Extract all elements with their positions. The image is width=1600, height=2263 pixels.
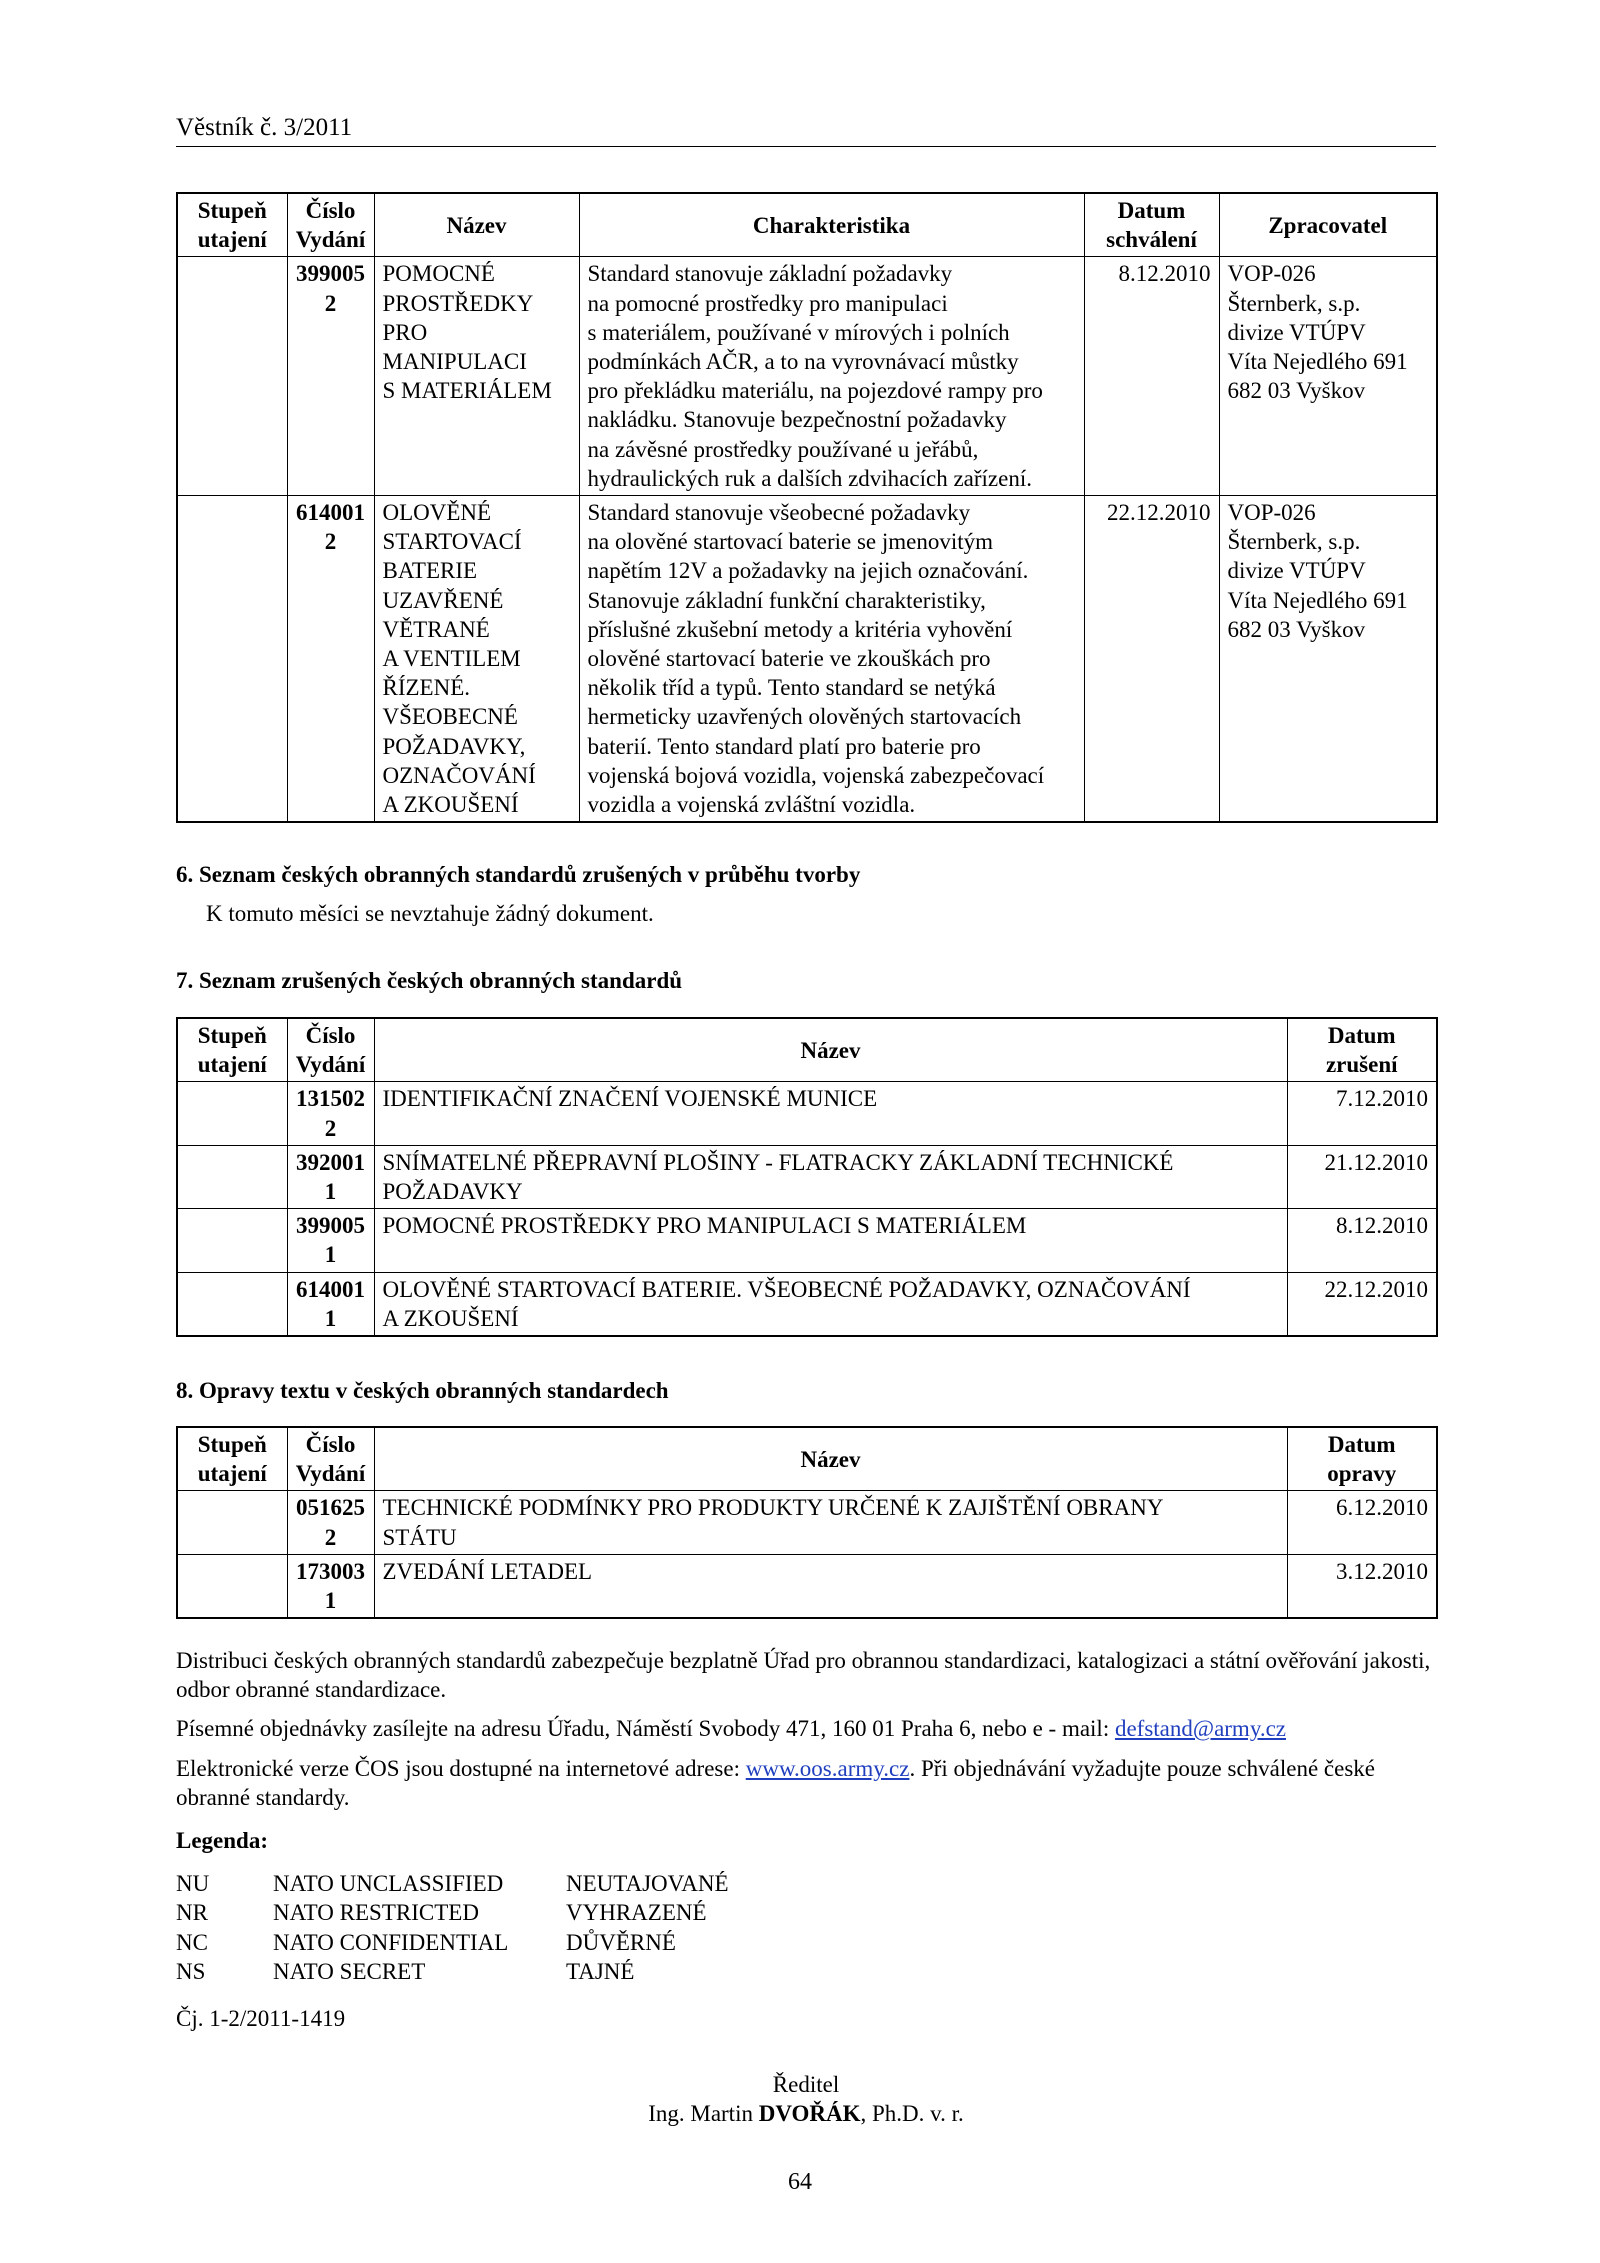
legend-cz: NEUTAJOVANÉ xyxy=(566,1871,729,1897)
column-header: Číslo Vydání xyxy=(287,1018,374,1082)
cell-cislo: 392001 1 xyxy=(287,1145,374,1208)
cell-datum: 7.12.2010 xyxy=(1287,1082,1437,1145)
column-header: Stupeň utajení xyxy=(177,193,287,257)
legend-code: NC xyxy=(176,1929,208,1955)
column-header: Datum schválení xyxy=(1084,193,1219,257)
electronic-paragraph xyxy=(176,1754,1436,1812)
table-row xyxy=(177,1209,1437,1272)
cell-cislo: 051625 2 xyxy=(287,1491,374,1554)
section-8-heading: 8. Opravy textu v českých obranných standardech xyxy=(176,1378,669,1403)
electronic-text-suffix: . Při objednávání vyžadujte pouze schválené české obranné standardy. xyxy=(176,1755,1376,1810)
section-6-text: K tomuto měsíci se nevztahuje žádný dokument. xyxy=(206,901,654,927)
cell-cislo: 614001 2 xyxy=(287,496,374,823)
website-link[interactable]: www.oos.army.cz xyxy=(745,1755,910,1781)
legend-row xyxy=(176,1957,1436,1986)
legend-cz: DŮVĚRNÉ xyxy=(566,1929,676,1955)
legend-code: NU xyxy=(176,1871,210,1897)
cell-stupen xyxy=(177,1272,287,1336)
column-header: Charakteristika xyxy=(579,193,1084,257)
table-header-row xyxy=(177,193,1437,257)
legend xyxy=(176,1869,1436,1986)
signature-name: Ing. Martin DVOŘÁK, Ph.D. v. r. xyxy=(648,2101,964,2127)
column-header: Číslo Vydání xyxy=(287,193,374,257)
cell-stupen xyxy=(177,1554,287,1618)
cell-nazev: IDENTIFIKAČNÍ ZNAČENÍ VOJENSKÉ MUNICE xyxy=(374,1082,1287,1145)
cell-nazev: OLOVĚNÉ STARTOVACÍ BATERIE. VŠEOBECNÉ POŽADAVKY, OZNAČOVÁNÍ A ZKOUŠENÍ xyxy=(374,1272,1287,1336)
distribution-info xyxy=(176,1646,1436,2043)
cell-cislo: 614001 1 xyxy=(287,1272,374,1336)
cancelled-standards-table xyxy=(176,1017,1436,1337)
legend-row xyxy=(176,1869,1436,1898)
cell-datum: 8.12.2010 xyxy=(1084,257,1219,496)
table-row xyxy=(177,1554,1437,1618)
section-6 xyxy=(176,860,1436,928)
email-link[interactable]: defstand@army.cz xyxy=(1114,1716,1286,1742)
column-header: Stupeň utajení xyxy=(177,1427,287,1491)
column-header: Číslo Vydání xyxy=(287,1427,374,1491)
signature-block xyxy=(176,2070,1436,2128)
cell-nazev: ZVEDÁNÍ LETADEL xyxy=(374,1554,1287,1618)
legend-row xyxy=(176,1928,1436,1957)
legend-code: NS xyxy=(176,1958,206,1984)
column-header: Datum opravy xyxy=(1287,1427,1437,1491)
table-row xyxy=(177,257,1437,496)
legend-nato: NATO SECRET xyxy=(273,1958,426,1984)
legend-cz: VYHRAZENÉ xyxy=(566,1900,707,1926)
cell-nazev: TECHNICKÉ PODMÍNKY PRO PRODUKTY URČENÉ K ZAJIŠTĚNÍ OBRANY STÁTU xyxy=(374,1491,1287,1554)
cell-charakteristika: Standard stanovuje základní požadavky na pomocné prostředky pro manipulaci s materiálem, používané v mírových i polních podmínkách AČR, a to na vyrovnávací můstky pro překládku materiálu, na pojezdové rampy pro nakládku. Stanovuje bezpečnostní požadavky na závěsné prostředky používané u jeřábů, hydraulických ruk a dalších zdvihacích zařízení. xyxy=(579,257,1084,496)
cell-cislo: 399005 1 xyxy=(287,1209,374,1272)
legend-nato: NATO RESTRICTED xyxy=(273,1900,479,1926)
legend-code: NR xyxy=(176,1900,208,1926)
cell-datum: 6.12.2010 xyxy=(1287,1491,1437,1554)
table-row xyxy=(177,1145,1437,1208)
table-row xyxy=(177,496,1437,823)
column-header: Stupeň utajení xyxy=(177,1018,287,1082)
cell-nazev: POMOCNÉ PROSTŘEDKY PRO MANIPULACI S MATERIÁLEM xyxy=(374,1209,1287,1272)
cell-stupen xyxy=(177,1082,287,1145)
cell-cislo: 399005 2 xyxy=(287,257,374,496)
legend-title: Legenda: xyxy=(176,1828,268,1854)
electronic-text: Elektronické verze ČOS jsou dostupné na internetové adrese: xyxy=(176,1755,746,1781)
legend-nato: NATO UNCLASSIFIED xyxy=(273,1871,504,1897)
table-header-row xyxy=(177,1018,1437,1082)
cell-datum: 8.12.2010 xyxy=(1287,1209,1437,1272)
cell-cislo: 131502 2 xyxy=(287,1082,374,1145)
column-header: Název xyxy=(374,1427,1287,1491)
cell-stupen xyxy=(177,1209,287,1272)
column-header: Zpracovatel xyxy=(1219,193,1437,257)
cell-zpracovatel: VOP-026 Šternberk, s.p. divize VTÚPV Víta Nejedlého 691 682 03 Vyškov xyxy=(1219,496,1437,823)
cell-charakteristika: Standard stanovuje všeobecné požadavky na olověné startovací baterie se jmenovitým napětím 12V a požadavky na jejich označování. Stanovuje základní funkční charakteristiky, příslušné zkušební metody a kritéria vyhovění olověné startovací baterie ve zkouškách pro několik tříd a typů. Tento standard se netýká hermeticky uzavřených olověných startovacích baterií. Tento standard platí pro baterie pro vojenská bojová vozidla, vojenská zabezpečovací vozidla a vojenská zvláštní vozidla. xyxy=(579,496,1084,823)
orders-text: Písemné objednávky zasílejte na adresu Úřadu, Náměstí Svobody 471, 160 01 Praha 6, nebo e - mail: xyxy=(176,1716,1115,1742)
corrections-table xyxy=(176,1426,1436,1619)
cell-datum: 21.12.2010 xyxy=(1287,1145,1437,1208)
table-row xyxy=(177,1272,1437,1336)
cell-stupen xyxy=(177,257,287,496)
column-header: Název xyxy=(374,193,579,257)
orders-paragraph xyxy=(176,1714,1436,1743)
section-7-heading: 7. Seznam zrušených českých obranných standardů xyxy=(176,968,683,993)
cell-nazev: OLOVĚNÉ STARTOVACÍ BATERIE UZAVŘENÉ VĚTRANÉ A VENTILEM ŘÍZENÉ. VŠEOBECNÉ POŽADAVKY, OZNAČOVÁNÍ A ZKOUŠENÍ xyxy=(374,496,579,823)
table-row xyxy=(177,1082,1437,1145)
legend-row xyxy=(176,1898,1436,1927)
section-7 xyxy=(176,966,1436,995)
cell-datum: 22.12.2010 xyxy=(1084,496,1219,823)
standards-table xyxy=(176,192,1436,823)
cell-cislo: 173003 1 xyxy=(287,1554,374,1618)
column-header: Datum zrušení xyxy=(1287,1018,1437,1082)
cell-zpracovatel: VOP-026 Šternberk, s.p. divize VTÚPV Víta Nejedlého 691 682 03 Vyškov xyxy=(1219,257,1437,496)
column-header: Název xyxy=(374,1018,1287,1082)
table-row xyxy=(177,1491,1437,1554)
cell-datum: 3.12.2010 xyxy=(1287,1554,1437,1618)
cell-stupen xyxy=(177,1491,287,1554)
cell-nazev: POMOCNÉ PROSTŘEDKY PRO MANIPULACI S MATERIÁLEM xyxy=(374,257,579,496)
legend-cz: TAJNÉ xyxy=(566,1958,635,1984)
page-number: 64 xyxy=(788,2169,812,2195)
table-header-row xyxy=(177,1427,1437,1491)
legend-nato: NATO CONFIDENTIAL xyxy=(273,1929,509,1955)
bulletin-title: Věstník č. 3/2011 xyxy=(176,114,353,141)
cell-stupen xyxy=(177,1145,287,1208)
page-header xyxy=(176,112,1436,147)
signature-role: Ředitel xyxy=(772,2072,840,2097)
distribution-paragraph: Distribuci českých obranných standardů zabezpečuje bezplatně Úřad pro obrannou standardizaci, katalogizaci a státní ověřování jakosti, odbor obranné standardizace. xyxy=(176,1648,1431,1703)
section-6-heading: 6. Seznam českých obranných standardů zrušených v průběhu tvorby xyxy=(176,862,861,887)
reference-number: Čj. 1-2/2011-1419 xyxy=(176,2006,346,2032)
cell-datum: 22.12.2010 xyxy=(1287,1272,1437,1336)
section-8 xyxy=(176,1376,1436,1405)
cell-nazev: SNÍMATELNÉ PŘEPRAVNÍ PLOŠINY - FLATRACKY ZÁKLADNÍ TECHNICKÉ POŽADAVKY xyxy=(374,1145,1287,1208)
cell-stupen xyxy=(177,496,287,823)
